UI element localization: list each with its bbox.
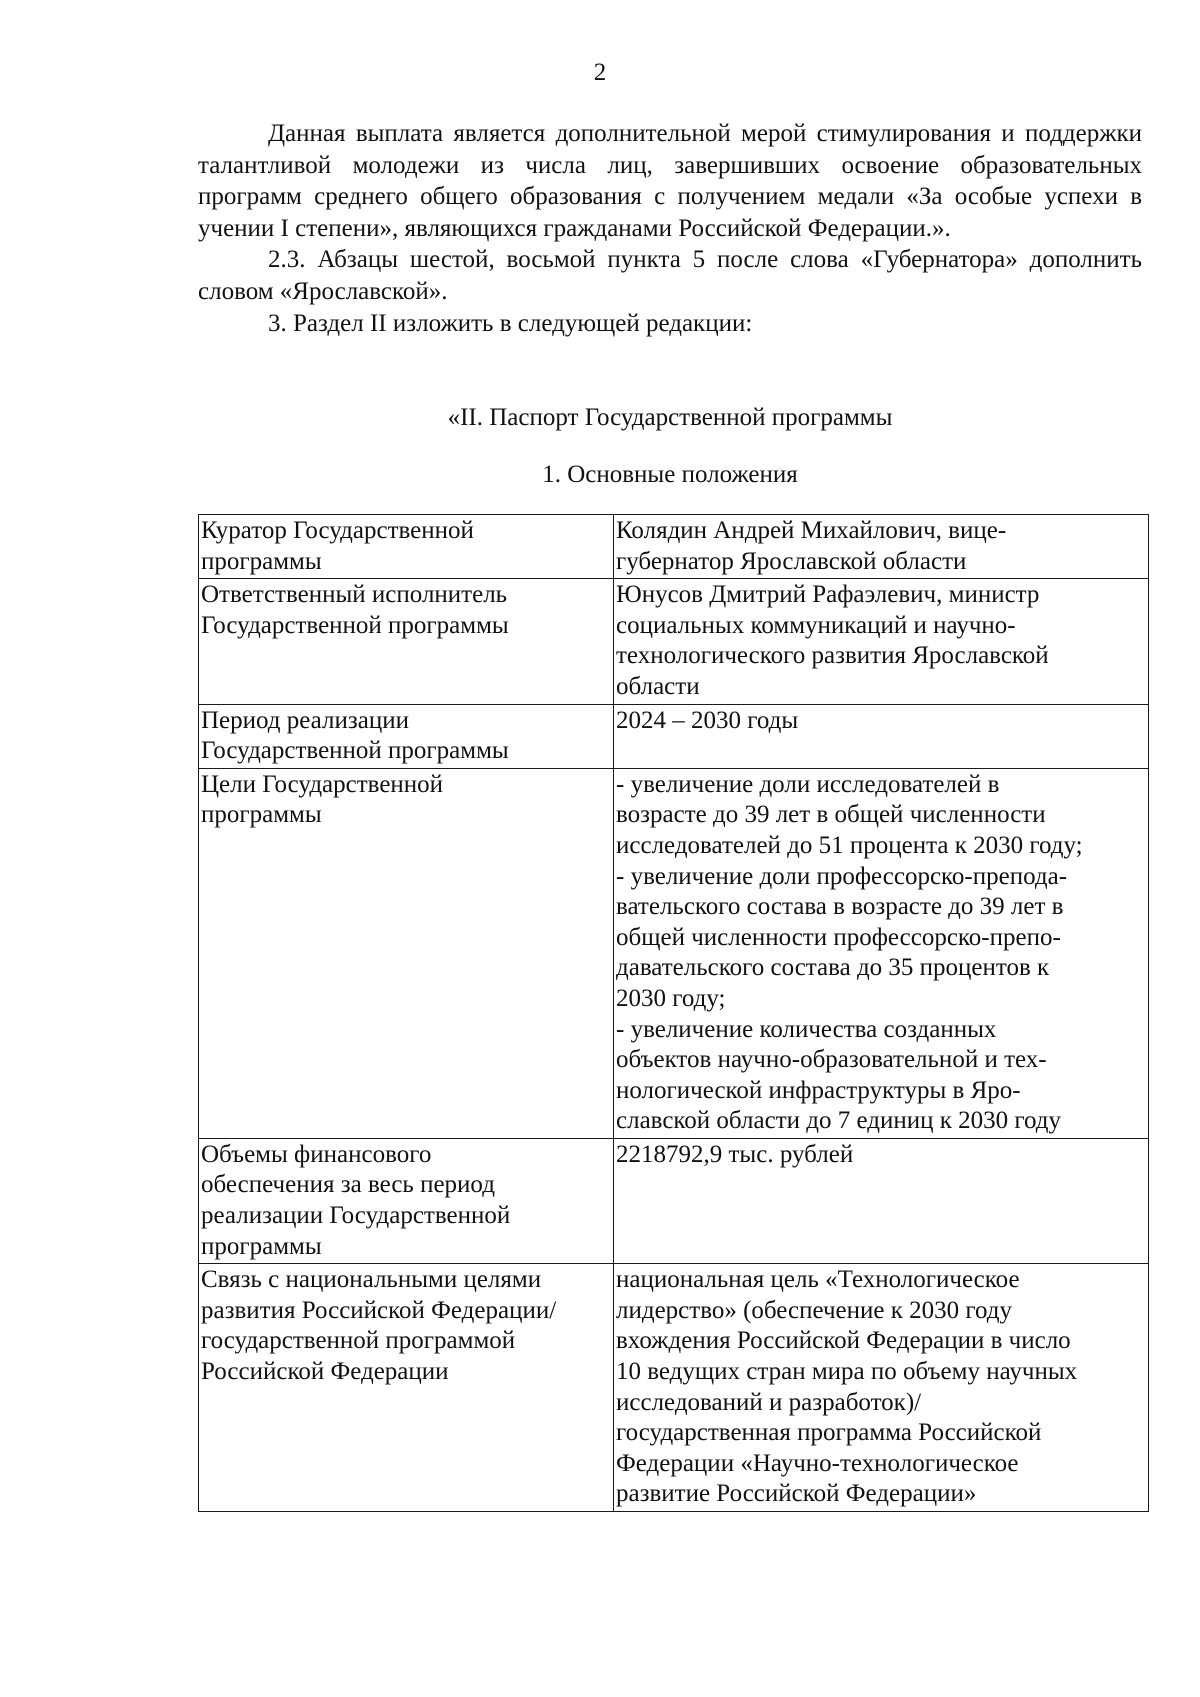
- body-text: [198, 118, 1142, 339]
- row-label: Ответственный исполнитель Государственной программы: [199, 579, 614, 704]
- row-label: Период реализации Государственной программы: [199, 704, 614, 768]
- paragraph-amendment-2-3: 2.3. Абзацы шестой, восьмой пункта 5 после слова «Губернатора» дополнить словом «Ярославской».: [198, 246, 1142, 305]
- table-row: [199, 515, 1149, 579]
- row-value: - увеличение доли исследователей в возрасте до 39 лет в общей численности исследователей до 51 процента к 2030 году; - увеличение доли профессорско-препода- вательского состава в возрасте до 39 лет в общей численности профессорско-препо- давательского состава до 35 процентов к 2030 году; - увеличение количества созданных объектов научно-образовательной и тех- нологической инфраструктуры в Яро- славской области до 7 единиц к 2030 году: [614, 768, 1149, 1138]
- paragraph-amendment-3: 3. Раздел II изложить в следующей редакции:: [268, 309, 753, 337]
- row-value: 2024 – 2030 годы: [614, 704, 1149, 768]
- table-row: [199, 1138, 1149, 1263]
- row-value: национальная цель «Технологическое лидерство» (обеспечение к 2030 году вхождения Российской Федерации в число 10 ведущих стран мира по объему научных исследований и разработок)/ государственная программа Российской Федерации «Научно-технологическое развитие Российской Федерации»: [614, 1264, 1149, 1512]
- paragraph-payment-description: Данная выплата является дополнительной мерой стимулирования и поддержки талантливой молодежи из числа лиц, завершивших освоение образовательных программ среднего общего образования с получением медали «За особые успехи в учении I степени», являющихся гражданами Российской Федерации.».: [198, 120, 1143, 242]
- row-label: Связь с национальными целями развития Российской Федерации/ государственной программой Российской Федерации: [199, 1264, 614, 1512]
- program-passport-table: [198, 514, 1149, 1512]
- table-row: [199, 579, 1149, 704]
- table-row: [199, 704, 1149, 768]
- page-number: 2: [593, 59, 607, 86]
- row-value: 2218792,9 тыс. рублей: [614, 1138, 1149, 1263]
- subsection-title: 1. Основные положения: [542, 461, 798, 488]
- section-title: «II. Паспорт Государственной программы: [447, 404, 893, 431]
- table-row: [199, 1264, 1149, 1512]
- table-row: [199, 768, 1149, 1138]
- row-value: Юнусов Дмитрий Рафаэлевич, министр социальных коммуникаций и научно- технологического развития Ярославской области: [614, 579, 1149, 704]
- row-label: Куратор Государственной программы: [199, 515, 614, 579]
- row-label: Цели Государственной программы: [199, 768, 614, 1138]
- row-label: Объемы финансового обеспечения за весь период реализации Государственной программы: [199, 1138, 614, 1263]
- row-value: Колядин Андрей Михайлович, вице- губернатор Ярославской области: [614, 515, 1149, 579]
